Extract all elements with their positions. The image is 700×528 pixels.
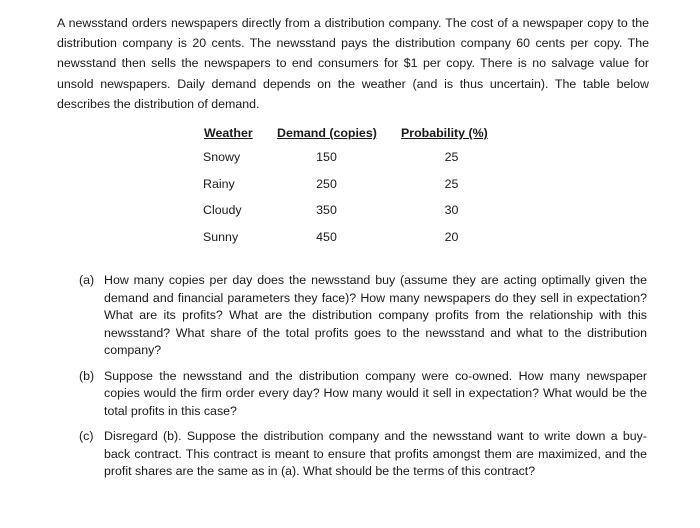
- question-label: (b): [79, 368, 95, 383]
- cell-weather: Rainy: [203, 176, 235, 191]
- intro-paragraph: A newsstand orders newspapers directly from a distribution company. The cost of a newspaper copy to the distribution company is 20 cents. The newsstand pays the distribution company 60 cents per copy. The newsstand then sells the newspapers to end consumers for $1 per copy. There is no salvage value for unsold newspapers. Daily demand depends on the weather (and is thus uncertain). The table below describes the distribution of demand.: [57, 16, 649, 111]
- cell-weather: Sunny: [203, 229, 239, 244]
- header-probability: Probability (%): [401, 126, 488, 140]
- cell-demand: 150: [316, 150, 337, 164]
- cell-demand: 350: [316, 203, 337, 217]
- question-text: Suppose the newsstand and the distribution company were co-owned. How many newspaper copies would the firm order every day? How many would it sell in expectation? What would be the total profits in this case?: [104, 368, 647, 418]
- header-weather: Weather: [204, 126, 253, 140]
- header-demand: Demand (copies): [277, 126, 377, 140]
- question-a: [0, 272, 700, 360]
- table-row: [0, 203, 700, 230]
- table-row: [0, 150, 700, 177]
- question-text: Disregard (b). Suppose the distribution company and the newsstand want to write down a buy-back contract. This contract is meant to ensure that profits amongst them are maximized, and the profit shares are the same as in (a). What should be the terms of this contract?: [104, 429, 647, 478]
- cell-weather: Cloudy: [203, 203, 242, 217]
- table-header-row: [0, 126, 700, 150]
- cell-probability: 20: [444, 229, 459, 244]
- cell-probability: 25: [444, 176, 459, 191]
- cell-demand: 250: [316, 176, 337, 191]
- question-b: [0, 368, 700, 421]
- question-label: (a): [79, 273, 95, 287]
- table-row: [0, 177, 700, 204]
- question-label: (c): [79, 429, 94, 443]
- question-c: [0, 428, 700, 481]
- table-row: [0, 230, 700, 257]
- question-text: How many copies per day does the newsstand buy (assume they are acting optimally given the demand and financial parameters they face)? How many newspapers do they sell in expectation? What are its profits? What are the distribution company profits from the relationship with this newsstand? What share of the total profits goes to the newsstand and what to the distribution company?: [104, 273, 647, 357]
- demand-distribution-table: [0, 126, 700, 256]
- cell-probability: 25: [444, 150, 459, 164]
- cell-weather: Snowy: [203, 150, 241, 164]
- cell-demand: 450: [316, 229, 337, 244]
- cell-probability: 30: [444, 203, 459, 217]
- question-list: [0, 272, 700, 489]
